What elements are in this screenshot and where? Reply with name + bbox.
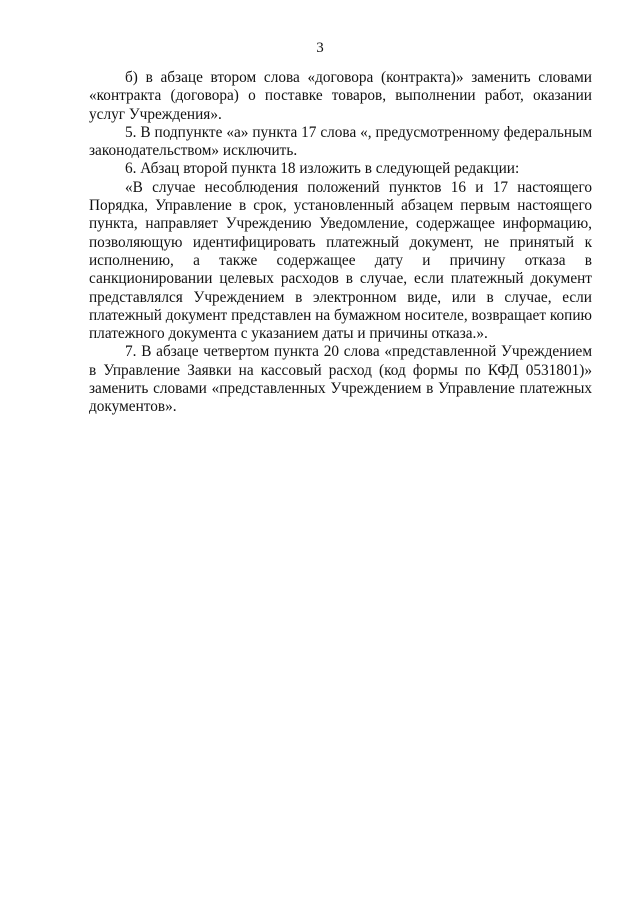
paragraph-6-quote: «В случае несоблюдения положений пунктов 16 и 17 настоящего Порядка, Управление в срок, установленный абзацем первым настоящего пункта, направляет Учреждению Уведомление, содержащее информацию, позволяющую идентифицировать платежный документ, не принятый к исполнению, а также содержащее дату и причину отказа в санкционировании целевых расходов в случае, если платежный документ представлялся Учреждением в электронном виде, или в случае, если платежный документ представлен на бумажном носителе, возвращает копию платежного документа с указанием даты и причины отказа.». — [89, 178, 592, 343]
paragraph-6: 6. Абзац второй пункта 18 изложить в следующей редакции: — [125, 160, 520, 178]
page-number: 3 — [316, 40, 324, 56]
document-body — [89, 69, 592, 417]
paragraph-b: б) в абзаце втором слова «договора (контракта)» заменить словами «контракта (договора) о поставке товаров, выполнении работ, оказании услуг Учреждения». — [89, 69, 592, 123]
paragraph-7: 7. В абзаце четвертом пункта 20 слова «представленной Учреждением в Управление Заявки на кассовый расход (код формы по КФД 0531801)» заменить словами «представленных Учреждением в Управление платежных документов». — [89, 343, 592, 416]
paragraph-5: 5. В подпункте «а» пункта 17 слова «, предусмотренному федеральным законодательством» исключить. — [89, 123, 592, 160]
